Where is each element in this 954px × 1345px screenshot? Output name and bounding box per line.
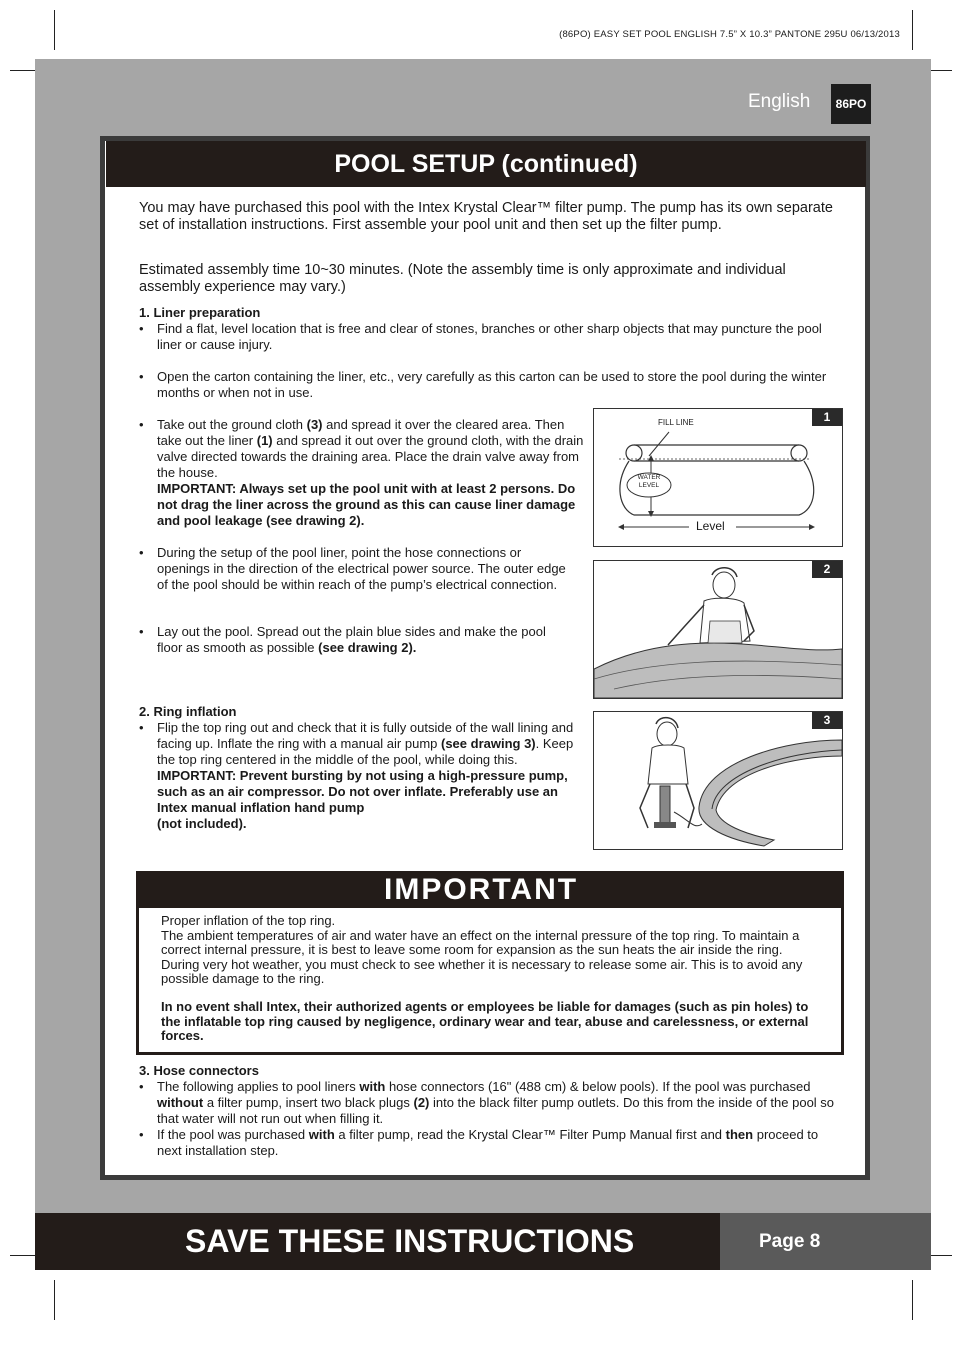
- text-run: without: [157, 1095, 204, 1110]
- text-run: a filter pump, read the Krystal Clear™ Filter Pump Manual first and: [334, 1127, 726, 1142]
- figure-number: 1: [812, 409, 842, 426]
- section-title: POOL SETUP (continued): [106, 141, 866, 187]
- water-level-label-line: LEVEL: [638, 482, 660, 489]
- print-spec-header: (86PO) EASY SET POOL ENGLISH 7.5” X 10.3” PANTONE 295U 06/13/2013: [559, 29, 900, 40]
- crop-mark: [54, 1280, 55, 1320]
- important-body-text: The ambient temperatures of air and water have an effect on the internal pressure of the top ring. To maintain a correct internal pressure, it is best to leave some room for expansion as the sun heats the air inside the ring. During very hot weather, you must check to see whether it is necessary to release some air. This is to avoid any possible damage to the ring.: [161, 927, 803, 986]
- crop-mark: [54, 10, 55, 50]
- text-run: and spread it out over the ground cloth, with the drain valve directed towards the draining area. Place the drain valve away from the house.: [157, 433, 584, 480]
- intro-paragraph: You may have purchased this pool with the Intex Krystal Clear™ filter pump. The pump has its own separate set of installation instructions. First assemble your pool unit and then set up the filter pump.: [139, 200, 833, 233]
- bullet-marker: •: [139, 720, 144, 735]
- text-run: (see drawing 3): [441, 736, 536, 751]
- text-run: (2): [413, 1095, 430, 1110]
- step-heading: 1. Liner preparation: [139, 305, 261, 320]
- fill-line-label: FILL LINE: [658, 418, 694, 427]
- important-title: IMPORTANT: [384, 873, 579, 906]
- step-heading: 3. Hose connectors: [139, 1063, 259, 1078]
- figure-spreading-liner: [593, 560, 843, 699]
- important-note: (not included).: [157, 816, 247, 831]
- water-level-label: [631, 474, 667, 490]
- bullet-marker: •: [139, 369, 144, 384]
- footer-save-instructions: [35, 1213, 720, 1270]
- text-run: with: [359, 1079, 386, 1094]
- text-run: . Keep the top ring centered in the middle of the pool, while doing this.: [157, 736, 574, 767]
- bullet-marker: •: [139, 1127, 144, 1142]
- text-run: (3): [306, 417, 323, 432]
- list-item-text: [157, 624, 572, 656]
- crop-mark: [912, 10, 913, 50]
- list-item-text: [157, 720, 577, 832]
- text-run: (1): [256, 433, 273, 448]
- important-note: IMPORTANT: Prevent bursting by not using a high-pressure pump, such as an air compressor. Do not over inflate. Preferably use an Intex manual inflation hand pump: [157, 768, 568, 815]
- text-run: Flip the top ring out and check that it is fully outside of the wall lining and facing up. Inflate the ring with a manual air pump: [157, 720, 574, 751]
- important-title-bar: [136, 871, 843, 908]
- bullet-marker: •: [139, 417, 144, 432]
- bullet-marker: •: [139, 545, 144, 560]
- text-run: proceed to next installation step.: [157, 1127, 819, 1158]
- level-label: Level: [696, 519, 725, 533]
- text-run: hose connectors (16" (488 cm) & below pools). If the pool was purchased: [385, 1079, 811, 1094]
- text-run: with: [308, 1127, 335, 1142]
- text-run: and spread it over the cleared area. Then take out the liner: [157, 417, 565, 448]
- text-run: The following applies to pool liners: [157, 1079, 360, 1094]
- bullet-marker: •: [139, 624, 144, 639]
- language-label: English: [748, 91, 811, 112]
- figure-number: 2: [812, 561, 842, 578]
- important-lead-line: Proper inflation of the top ring.: [161, 913, 336, 928]
- figure-inflating-ring: [593, 711, 843, 850]
- list-item-text: [157, 417, 584, 529]
- list-item-text: [157, 1127, 837, 1159]
- list-item-text: Find a flat, level location that is free and clear of stones, branches or other sharp objects that may puncture the pool liner or cause injury.: [157, 321, 822, 352]
- text-run: If the pool was purchased: [157, 1127, 309, 1142]
- liability-disclaimer: In no event shall Intex, their authorized agents or employees be liable for damages (such as pin holes) to the inflatable top ring caused by negligence, ordinary wear and tear, abuse and carelessness, or external forces.: [161, 999, 809, 1043]
- text-run: Lay out the pool. Spread out the plain blue sides and make the pool floor as smooth as possible: [157, 624, 546, 655]
- important-paragraph: [161, 914, 821, 987]
- text-run: then: [725, 1127, 754, 1142]
- text-run: (see drawing 2).: [318, 640, 417, 655]
- crop-mark: [912, 1280, 913, 1320]
- page-number: Page 8: [759, 1231, 821, 1252]
- footer-page-number: [720, 1213, 931, 1270]
- list-item-text: During the setup of the pool liner, point the hose connections or openings in the direction of the electrical power source. The outer edge of the pool should be within reach of the pump’s electrical connection.: [157, 545, 566, 592]
- model-badge: 86PO: [831, 84, 871, 124]
- step-heading: 2. Ring inflation: [139, 704, 237, 719]
- bullet-marker: •: [139, 1079, 144, 1094]
- figure-number: 3: [812, 712, 842, 729]
- footer-save-text: SAVE THESE INSTRUCTIONS: [185, 1223, 635, 1259]
- text-run: Take out the ground cloth: [157, 417, 307, 432]
- water-level-label-line: WATER: [637, 474, 661, 481]
- intro-paragraph: Estimated assembly time 10~30 minutes. (Note the assembly time is only approximate and individual assembly experience may vary.): [139, 262, 786, 295]
- list-item-text: Open the carton containing the liner, etc., very carefully as this carton can be used to store the pool during the winter months or when not in use.: [157, 369, 827, 400]
- person-spreading-liner-illustration: [594, 561, 842, 698]
- text-run: a filter pump, insert two black plugs: [203, 1095, 414, 1110]
- text-run: into the black filter pump outlets. Do this from the inside of the pool so that water will not run out when filling it.: [157, 1095, 835, 1126]
- figure-fill-line-diagram: [593, 408, 843, 547]
- list-item-text: [157, 1079, 837, 1127]
- important-note: IMPORTANT: Always set up the pool unit with at least 2 persons. Do not drag the liner across the ground as this can cause liner damage and pool leakage (see drawing 2).: [157, 481, 576, 528]
- person-inflating-ring-illustration: [594, 712, 842, 849]
- bullet-marker: •: [139, 321, 144, 336]
